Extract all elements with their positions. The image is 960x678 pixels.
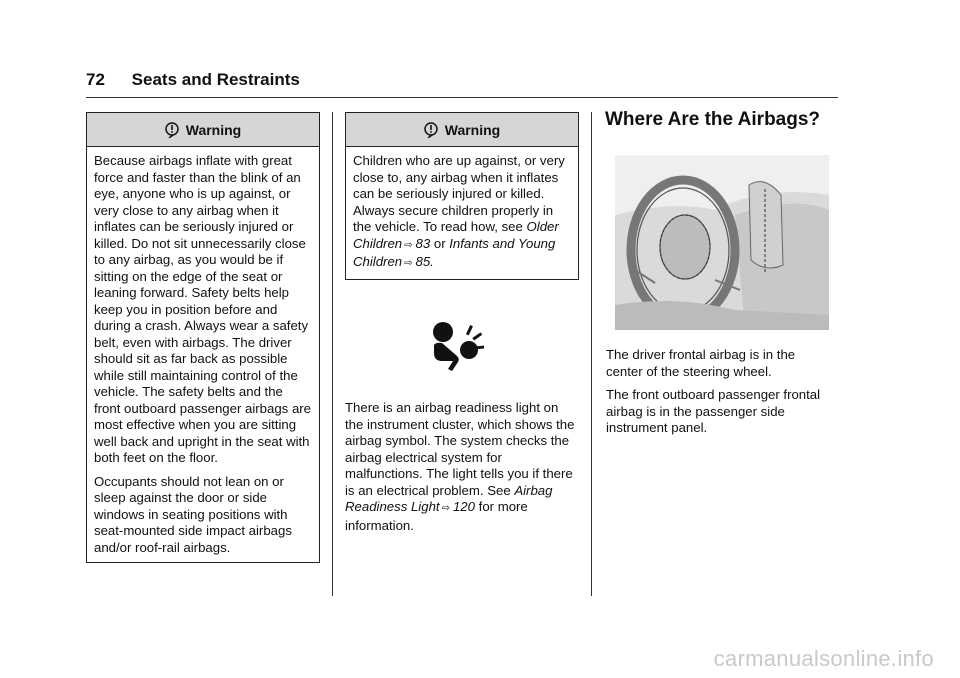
readiness-paragraph [345, 400, 577, 534]
steering-wheel-airbag-illustration [615, 155, 829, 330]
page-arrow-icon: ⇨ [404, 258, 413, 269]
warning-title: Warning [444, 121, 501, 138]
page-header [86, 70, 300, 90]
watermark: carmanualsonline.info [713, 646, 934, 671]
warning-body [346, 147, 578, 279]
airbag-readiness-link[interactable]: Airbag Readiness Light [345, 482, 553, 514]
page-ref: 120 [452, 499, 475, 514]
warning-header [346, 113, 578, 147]
driver-airbag-paragraph: The driver frontal airbag is in the center of the steering wheel. [606, 347, 796, 379]
section-title: Seats and Restraints [131, 70, 300, 89]
page-arrow-icon: ⇨ [441, 503, 450, 514]
warning-icon [165, 122, 182, 138]
airbag-symbol-icon [430, 320, 492, 372]
older-children-link[interactable]: Older Children [353, 219, 559, 251]
infants-link[interactable]: Infants and Young Children [353, 235, 556, 269]
warning-body [87, 147, 319, 562]
airbag-location-title: Where Are the Airbags? [605, 109, 821, 130]
warning-header [87, 113, 319, 147]
page-ref: 83 [415, 235, 431, 251]
warning-paragraph-2: Occupants should not lean on or sleep against the door or side windows in seating positions with seat-mounted side impact airbags and/or roof-rail airbags. [94, 473, 292, 555]
warning-paragraph-1: Because airbags inflate with great force and faster than the blink of an eye, anyone who is up against, or very close to any airbag when it inflates can be seriously injured or killed. Do not sit unnecessarily close to any airbag, as you would be if sitting on the edge of the seat or leaning forward. Safety belts help keep you in position before and during a crash. Always wear a safety belt, even with airbags. The driver should sit as far back as possible while still maintaining control of the vehicle. The safety belts and the front outboard passenger airbags are most effective when you are sitting well back and upright in the seat with both feet on the floor. [94, 153, 312, 465]
warning-box-2 [345, 112, 579, 280]
warning-text: Children who are up against, or very close to, any airbag when it inflates can be seriously injured or killed. Always secure children properly in the vehicle. To read how, see [353, 153, 565, 234]
readiness-text-end: for more information. [345, 499, 528, 533]
airbag-location-text [606, 347, 828, 444]
warning-icon [424, 122, 441, 138]
warning-title: Warning [185, 121, 242, 138]
readiness-text: There is an airbag readiness light on the instrument cluster, which shows the airbag symbol. The system checks the airbag electrical system for malfunctions. The light tells you if there is an electrical problem. See [345, 400, 575, 498]
warning-paragraph [353, 153, 571, 273]
warning-box-1 [86, 112, 320, 563]
or-text: or [433, 235, 446, 251]
page-arrow-icon: ⇨ [404, 239, 413, 251]
page-ref: 85. [415, 254, 434, 269]
passenger-airbag-paragraph: The front outboard passenger frontal airbag is in the passenger side instrument panel. [606, 387, 821, 435]
column-divider-1 [332, 112, 333, 596]
column-divider-2 [591, 112, 592, 596]
header-rule [86, 97, 838, 98]
page-number: 72 [86, 70, 105, 89]
